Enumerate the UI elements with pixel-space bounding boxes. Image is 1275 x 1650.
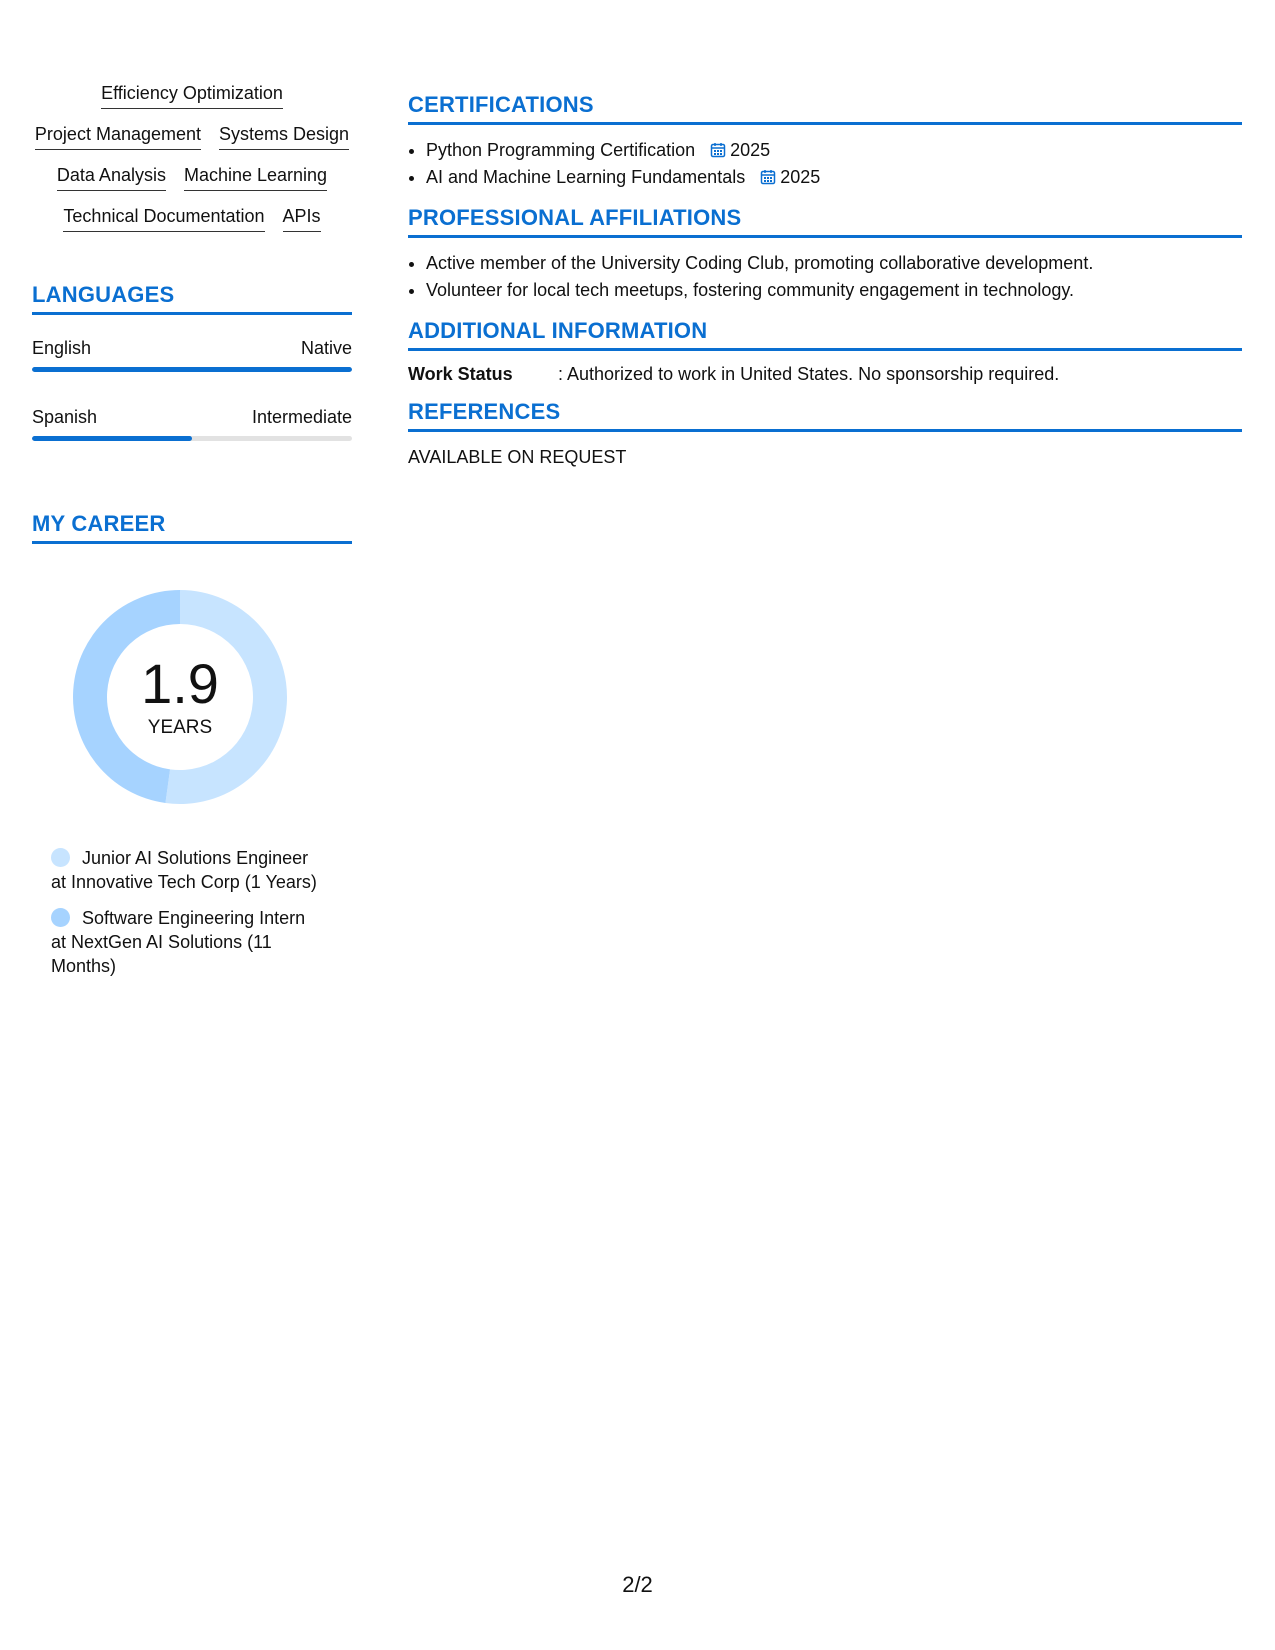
references-text: AVAILABLE ON REQUEST xyxy=(408,447,627,467)
certification-name: AI and Machine Learning Fundamentals xyxy=(426,167,746,187)
language-bar xyxy=(32,367,352,372)
legend-label: Software Engineering Intern at NextGen AI Solutions (11 Months) xyxy=(51,908,306,976)
skill-tag: Efficiency Optimization xyxy=(101,82,283,109)
skill-tag: Systems Design xyxy=(219,123,349,150)
skill-tag: APIs xyxy=(283,205,321,232)
certification-item xyxy=(426,137,1242,164)
skills-list xyxy=(32,82,352,232)
career-donut xyxy=(65,582,295,812)
languages-section xyxy=(32,282,352,441)
language-name: Spanish xyxy=(32,407,98,427)
career-total-unit: YEARS xyxy=(147,717,213,738)
language-level: Intermediate xyxy=(251,407,352,427)
skill-tag: Project Management xyxy=(35,123,201,150)
language-row xyxy=(32,337,352,372)
right-column xyxy=(408,92,1242,482)
references-heading: REFERENCES xyxy=(408,399,1242,432)
language-name: English xyxy=(32,338,92,358)
page-number: 2/2 xyxy=(622,1572,653,1597)
legend-dot-icon xyxy=(51,848,70,867)
additional-info-section xyxy=(408,318,1242,385)
career-section xyxy=(32,511,352,978)
certifications-section xyxy=(408,92,1242,191)
affiliations-section xyxy=(408,205,1242,304)
certification-item xyxy=(426,164,1242,191)
affiliations-heading: PROFESSIONAL AFFILIATIONS xyxy=(408,205,1242,238)
references-section xyxy=(408,399,1242,468)
work-status-value: : Authorized to work in United States. No sponsorship required. xyxy=(558,364,1060,384)
career-heading: MY CAREER xyxy=(32,511,352,544)
skill-tag: Data Analysis xyxy=(57,164,166,191)
calendar-icon xyxy=(710,142,726,158)
certifications-heading: CERTIFICATIONS xyxy=(408,92,1242,125)
language-level: Native xyxy=(300,338,352,358)
certification-year: 2025 xyxy=(780,167,821,187)
skill-tag: Machine Learning xyxy=(184,164,327,191)
language-bar-fill xyxy=(32,367,352,372)
career-legend xyxy=(32,846,321,978)
affiliation-item: • Volunteer for local tech meetups, fostering community engagement in technology. xyxy=(426,277,1242,304)
certification-name: Python Programming Certification xyxy=(426,140,696,160)
legend-item xyxy=(51,906,321,978)
language-bar-fill xyxy=(32,436,192,441)
legend-dot-icon xyxy=(51,908,70,927)
language-row xyxy=(32,406,352,441)
left-column xyxy=(32,82,352,990)
career-total-value: 1.9 xyxy=(141,652,219,715)
calendar-icon xyxy=(760,169,776,185)
legend-item xyxy=(51,846,321,894)
legend-label: Junior AI Solutions Engineer at Innovative Tech Corp (1 Years) xyxy=(51,848,317,892)
work-status-label: Work Status xyxy=(408,364,513,384)
additional-info-heading: ADDITIONAL INFORMATION xyxy=(408,318,1242,351)
affiliation-item: • Active member of the University Coding Club, promoting collaborative development. xyxy=(426,250,1242,277)
certification-year: 2025 xyxy=(730,140,771,160)
language-bar xyxy=(32,436,352,441)
languages-heading: LANGUAGES xyxy=(32,282,352,315)
skill-tag: Technical Documentation xyxy=(63,205,264,232)
